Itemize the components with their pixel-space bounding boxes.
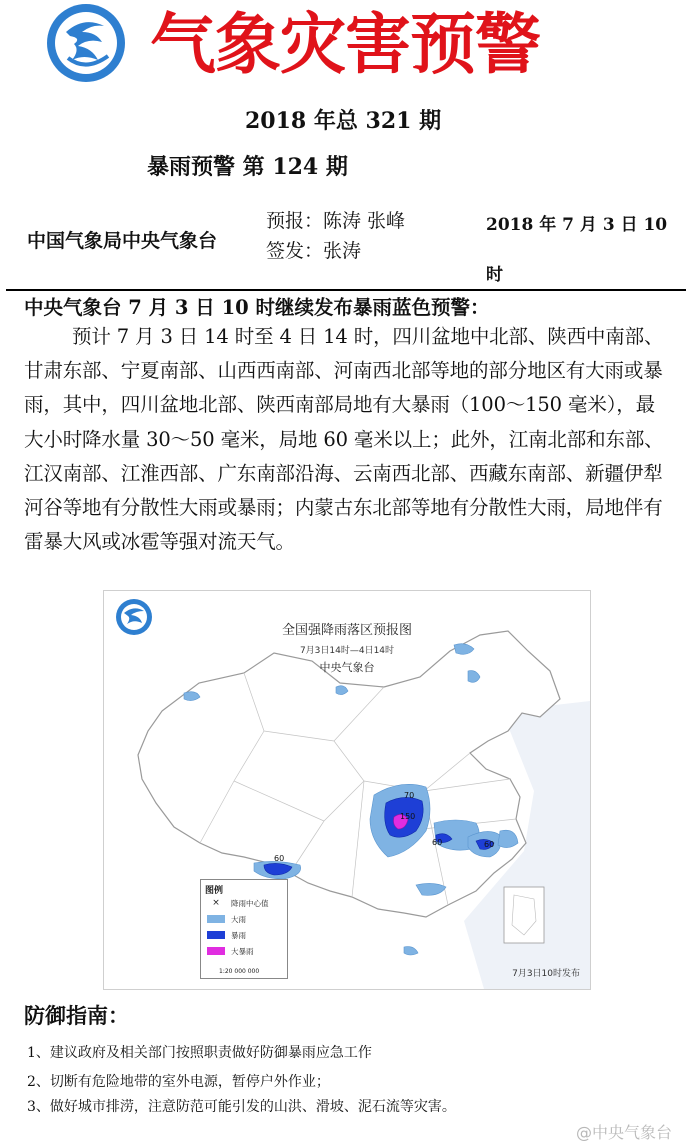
map-issuer: 中央气象台 — [319, 661, 375, 674]
forecast-map — [103, 590, 591, 990]
center-value: 150 — [400, 812, 416, 821]
agency-name: 中国气象局中央气象台 — [27, 230, 218, 252]
center-value: 70 — [404, 791, 415, 800]
bulletin-title: 气象灾害预警 — [150, 5, 540, 83]
map-legend — [200, 879, 288, 979]
legend-item-severe-rainstorm: 大暴雨 — [207, 946, 254, 956]
center-value: 60 — [274, 854, 285, 863]
guide-item: 2、切断有危险地带的室外电源，暂停户外作业； — [27, 1074, 330, 1090]
guide-title: 防御指南： — [24, 1003, 129, 1028]
map-title: 全国强降雨落区预报图 — [281, 623, 412, 638]
legend-swatch — [207, 915, 225, 923]
bulletin-lead: 中央气象台 7 月 3 日 10 时继续发布暴雨蓝色预警： — [24, 296, 490, 319]
forecasters: 预报：陈涛 张峰 — [266, 210, 406, 232]
center-value: 60 — [432, 838, 443, 847]
issue-storm: 暴雨预警 第 124 期 — [147, 154, 348, 180]
legend-title: 图例 — [205, 886, 224, 896]
center-value: 60 — [484, 840, 495, 849]
guide-item: 1、建议政府及相关部门按照职责做好防御暴雨应急工作 — [27, 1045, 372, 1061]
legend-item-rainstorm: 暴雨 — [207, 930, 246, 940]
map-period: 7月3日14时—4日14时 — [299, 646, 395, 656]
legend-swatch — [207, 931, 225, 939]
legend-item-heavy-rain: 大雨 — [207, 914, 246, 924]
map-scale: 1:20 000 000 — [219, 968, 260, 975]
guide-item: 3、做好城市排涝，注意防范可能引发的山洪、滑坡、泥石流等灾害。 — [27, 1099, 456, 1115]
weibo-watermark: @中央气象台 — [575, 1123, 672, 1142]
legend-swatch — [207, 947, 225, 955]
issue-total: 2018 年总 321 期 — [245, 108, 442, 134]
map-issued-stamp: 7月3日10时发布 — [512, 969, 580, 979]
legend-item-center: × 降雨中心值 — [207, 898, 269, 908]
forecaster-block — [266, 206, 405, 266]
center-marker-icon: × — [212, 898, 220, 908]
signer: 签发：张涛 — [266, 240, 362, 262]
cma-logo — [44, 2, 128, 84]
issue-datetime: 2018 年 7 月 3 日 10 时 — [486, 215, 668, 285]
bulletin-body: 预计 7 月 3 日 14 时至 4 日 14 时，四川盆地中北部、陕西中南部、甘肃东部、宁夏南部、山西西南部、河南西北部等地的部分地区有大雨或暴雨，其中，四川盆地北部、陕西南部局地有大暴雨（100～150 毫米），最大小时降水量 30～50 毫米，局地 60 毫米以上；此外，江南北部和东部、江汉南部、江淮西部、广东南部沿海、云南西北部、西藏东南部、新疆伊犁河谷等地有分散性大雨或暴雨；内蒙古东北部等地有分散性大雨，局地伴有雷暴大风或冰雹等强对流天气。 — [24, 325, 664, 554]
